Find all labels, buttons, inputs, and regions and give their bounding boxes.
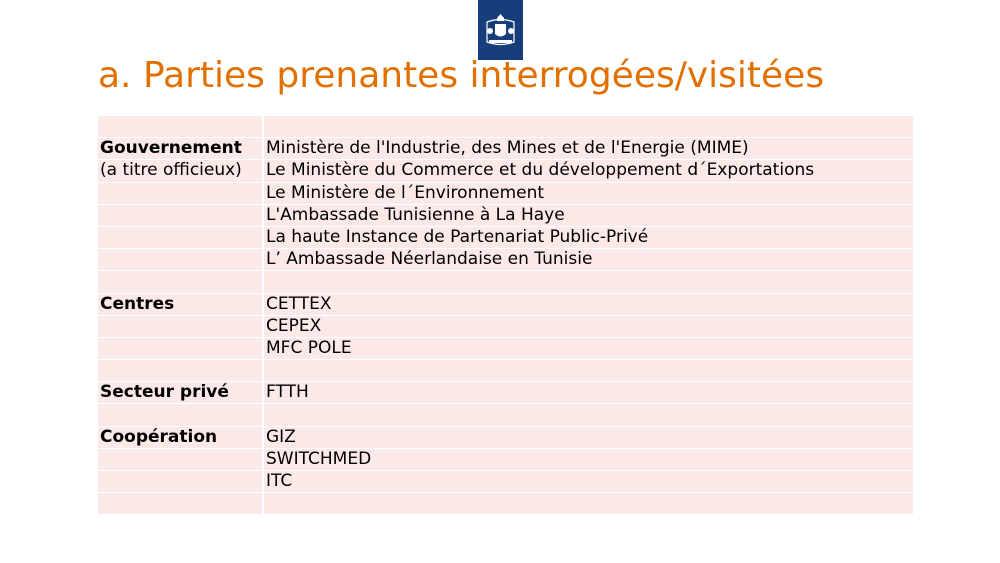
row-category-label bbox=[98, 204, 263, 226]
row-stakeholder-value: SWITCHMED bbox=[263, 448, 913, 470]
table-row bbox=[98, 182, 913, 204]
table-row bbox=[98, 293, 913, 315]
table-row bbox=[98, 471, 913, 493]
table-row bbox=[98, 404, 913, 426]
row-category-label: Secteur privé bbox=[98, 382, 263, 404]
row-stakeholder-value bbox=[263, 116, 913, 138]
table-row bbox=[98, 160, 913, 182]
row-category-label: Coopération bbox=[98, 426, 263, 448]
logo-banner bbox=[478, 0, 523, 60]
row-stakeholder-value: Le Ministère de l´Environnement bbox=[263, 182, 913, 204]
row-category-label: Centres bbox=[98, 293, 263, 315]
table-row bbox=[98, 426, 913, 448]
table-row bbox=[98, 315, 913, 337]
row-stakeholder-value: MFC POLE bbox=[263, 337, 913, 359]
row-stakeholder-value: Ministère de l'Industrie, des Mines et de l'Energie (MIME) bbox=[263, 138, 913, 160]
row-category-label bbox=[98, 493, 263, 515]
table-row bbox=[98, 249, 913, 271]
row-stakeholder-value: L’ Ambassade Néerlandaise en Tunisie bbox=[263, 249, 913, 271]
table-row bbox=[98, 116, 913, 138]
row-stakeholder-value bbox=[263, 271, 913, 293]
table-row bbox=[98, 493, 913, 515]
row-stakeholder-value bbox=[263, 493, 913, 515]
row-category-label bbox=[98, 116, 263, 138]
table-row bbox=[98, 138, 913, 160]
row-category-label bbox=[98, 271, 263, 293]
row-category-label bbox=[98, 249, 263, 271]
table-row bbox=[98, 448, 913, 470]
row-category-label bbox=[98, 182, 263, 204]
row-stakeholder-value: ITC bbox=[263, 471, 913, 493]
row-stakeholder-value: L'Ambassade Tunisienne à La Haye bbox=[263, 204, 913, 226]
row-stakeholder-value: FTTH bbox=[263, 382, 913, 404]
stakeholders-table bbox=[98, 115, 913, 515]
table-row bbox=[98, 226, 913, 248]
table-row bbox=[98, 360, 913, 382]
row-stakeholder-value: Le Ministère du Commerce et du développement d´Exportations bbox=[263, 160, 913, 182]
table-row bbox=[98, 204, 913, 226]
page-title: a. Parties prenantes interrogées/visitées bbox=[98, 55, 825, 96]
row-stakeholder-value bbox=[263, 360, 913, 382]
row-category-label bbox=[98, 226, 263, 248]
row-stakeholder-value: CEPEX bbox=[263, 315, 913, 337]
row-category-label bbox=[98, 360, 263, 382]
row-category-label: Gouvernement bbox=[98, 138, 263, 160]
row-stakeholder-value: La haute Instance de Partenariat Public-Privé bbox=[263, 226, 913, 248]
row-category-label bbox=[98, 471, 263, 493]
row-category-label bbox=[98, 404, 263, 426]
row-category-label bbox=[98, 448, 263, 470]
row-stakeholder-value: CETTEX bbox=[263, 293, 913, 315]
royal-coat-of-arms-icon bbox=[478, 0, 523, 60]
table-row bbox=[98, 382, 913, 404]
table-row bbox=[98, 337, 913, 359]
row-category-label bbox=[98, 337, 263, 359]
table-body bbox=[98, 116, 913, 515]
row-category-label: (a titre officieux) bbox=[98, 160, 263, 182]
row-stakeholder-value: GIZ bbox=[263, 426, 913, 448]
table-row bbox=[98, 271, 913, 293]
row-stakeholder-value bbox=[263, 404, 913, 426]
row-category-label bbox=[98, 315, 263, 337]
